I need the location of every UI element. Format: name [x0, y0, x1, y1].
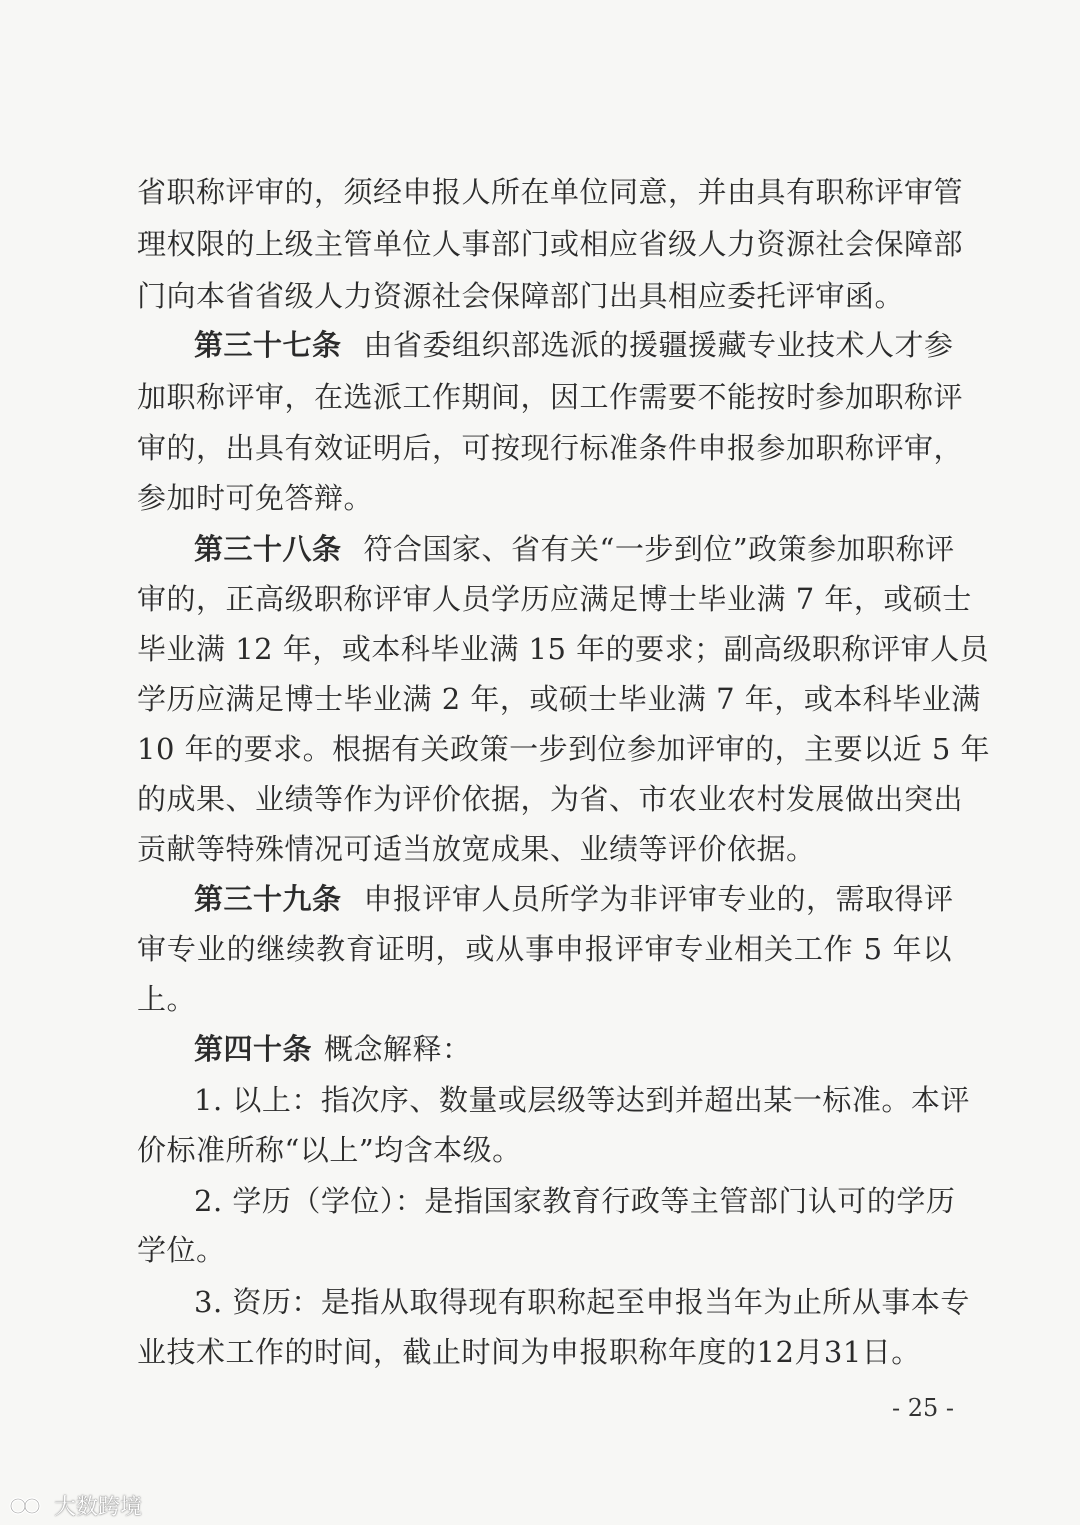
definition-item: 2. 学历（学位）：是指国家教育行政等主管部门认可的学历	[194, 1184, 956, 1218]
body-line: 毕业满 12 年，或本科毕业满 15 年的要求；副高级职称评审人员	[137, 632, 990, 666]
logo-icon	[8, 1494, 48, 1518]
definition-item: 1. 以上：指次序、数量或层级等达到并超出某一标准。本评	[194, 1083, 970, 1117]
body-line: 参加时可免答辩。	[137, 481, 374, 515]
body-line: 加职称评审，在选派工作期间，因工作需要不能按时参加职称评	[137, 380, 964, 414]
article-heading: 第三十八条	[194, 532, 342, 566]
article-text: 由省委组织部选派的援疆援藏专业技术人才参	[363, 328, 954, 362]
article-text: 符合国家、省有关“一步到位”政策参加职称评	[363, 532, 955, 566]
body-line: 价标准所称“以上”均含本级。	[137, 1133, 522, 1167]
page-number: - 25 -	[891, 1394, 954, 1422]
body-line: 学历应满足博士毕业满 2 年，或硕士毕业满 7 年，或本科毕业满	[137, 682, 981, 716]
article-text: 概念解释：	[324, 1032, 472, 1066]
definition-item: 3. 资历：是指从取得现有职称起至申报当年为止所从事本专	[194, 1285, 970, 1319]
article-heading: 第三十九条	[194, 882, 342, 916]
body-line: 学位。	[137, 1233, 226, 1267]
body-line: 省职称评审的，须经申报人所在单位同意，并由具有职称评审管	[137, 175, 964, 209]
article-heading: 第四十条	[194, 1032, 313, 1066]
article-40-first-line	[194, 1029, 952, 1069]
article-38-first-line	[194, 529, 955, 569]
body-line: 贡献等特殊情况可适当放宽成果、业绩等评价依据。	[137, 832, 816, 866]
article-39-first-line	[194, 879, 952, 919]
watermark-text: 大数跨境	[54, 1495, 143, 1520]
body-line: 业技术工作的时间，截止时间为申报职称年度的12月31日。	[137, 1335, 921, 1369]
body-line: 理权限的上级主管单位人事部门或相应省级人力资源社会保障部	[137, 227, 964, 261]
body-line: 上。	[137, 982, 197, 1016]
body-line: 审的，出具有效证明后，可按现行标准条件申报参加职称评审，	[137, 431, 964, 465]
body-line: 10 年的要求。根据有关政策一步到位参加评审的，主要以近 5 年	[137, 732, 991, 766]
body-line: 的成果、业绩等作为评价依据，为省、市农业农村发展做出突出	[137, 782, 964, 816]
body-line: 审的，正高级职称评审人员学历应满足博士毕业满 7 年，或硕士	[137, 582, 972, 616]
article-heading: 第三十七条	[194, 328, 342, 362]
body-line: 审专业的继续教育证明，或从事申报评审专业相关工作 5 年以	[137, 932, 952, 966]
article-37-first-line	[194, 325, 952, 365]
watermark	[8, 1490, 142, 1521]
article-text: 申报评审人员所学为非评审专业的，需取得评	[363, 882, 954, 916]
body-line: 门向本省省级人力资源社会保障部门出具相应委托评审函。	[137, 279, 905, 313]
